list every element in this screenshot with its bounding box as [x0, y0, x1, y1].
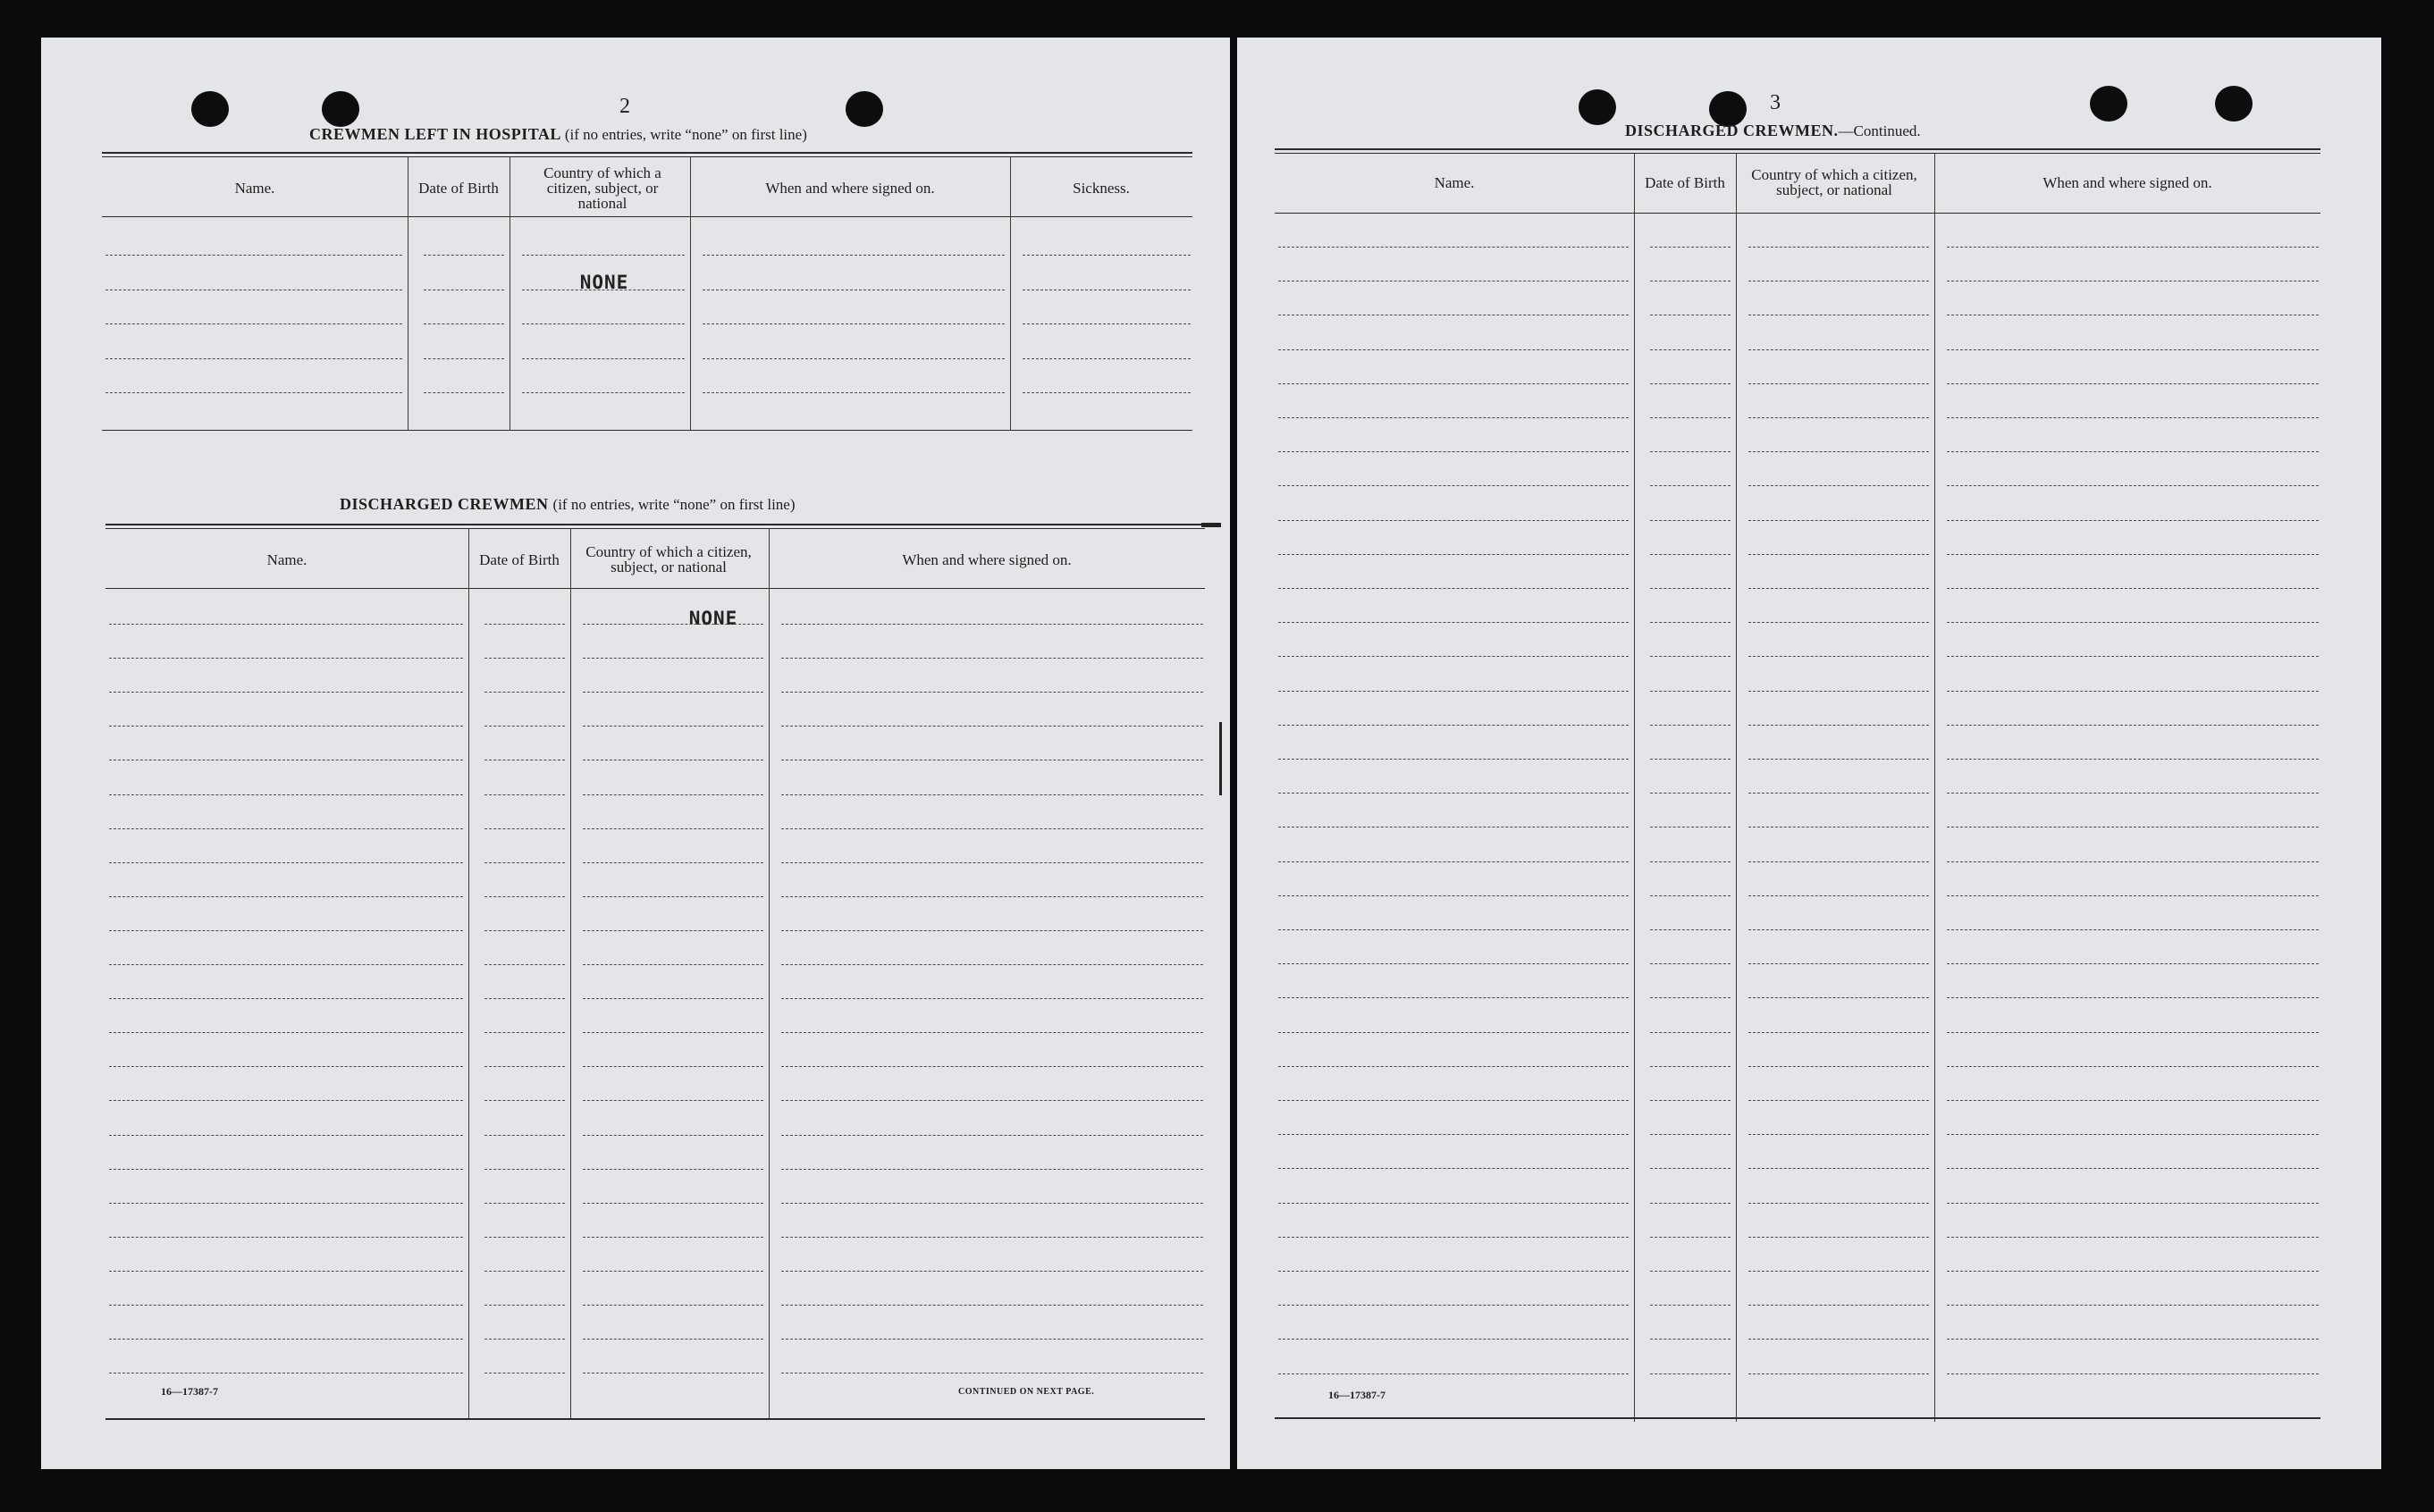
entry-line	[703, 323, 1005, 324]
entry-line	[1278, 588, 1629, 589]
entry-line	[583, 862, 763, 863]
entry-line	[1278, 451, 1629, 452]
entry-line	[1023, 358, 1191, 359]
entry-line	[583, 930, 763, 931]
entry-line	[1278, 1373, 1629, 1374]
entry-line	[1278, 349, 1629, 350]
entry-line	[1650, 725, 1731, 726]
entry-line	[1748, 451, 1929, 452]
entry-line	[484, 658, 565, 659]
entry-line	[781, 692, 1203, 693]
entry-line	[1947, 725, 2319, 726]
entry-line	[109, 1032, 463, 1033]
entry-line	[1748, 929, 1929, 930]
col-name-header: Name.	[266, 550, 307, 568]
entry-line	[1748, 554, 1929, 555]
entry-line	[484, 1135, 565, 1136]
punch-hole	[2090, 86, 2127, 122]
entry-line	[1278, 793, 1629, 794]
entry-line	[703, 392, 1005, 393]
right-section-subtitle: —Continued.	[1838, 122, 1921, 139]
entry-line	[583, 1305, 763, 1306]
entry-line	[1278, 417, 1629, 418]
entry-line	[1278, 247, 1629, 248]
entry-line	[1650, 1339, 1731, 1340]
entry-line	[109, 1203, 463, 1204]
entry-line	[109, 998, 463, 999]
entry-line	[1947, 929, 2319, 930]
punch-hole	[2215, 86, 2253, 122]
entry-line	[583, 726, 763, 727]
form-number: 16—17387-7	[161, 1385, 218, 1398]
entry-line	[1748, 725, 1929, 726]
entry-line	[1947, 1203, 2319, 1204]
entry-line	[109, 624, 463, 625]
entry-line	[109, 1066, 463, 1067]
entry-line	[522, 323, 685, 324]
entry-line	[484, 862, 565, 863]
hospital-table	[102, 152, 1192, 474]
entry-line	[1278, 997, 1629, 998]
entry-line	[1650, 1134, 1731, 1135]
entry-line	[583, 658, 763, 659]
col-name-header: Name.	[1434, 173, 1475, 191]
entry-line	[1947, 793, 2319, 794]
entry-line	[1278, 520, 1629, 521]
entry-line	[109, 794, 463, 795]
entry-line	[583, 964, 763, 965]
entry-line	[781, 1032, 1203, 1033]
entry-line	[1748, 417, 1929, 418]
entry-line	[1023, 255, 1191, 256]
entry-line	[1748, 656, 1929, 657]
entry-line	[1278, 1066, 1629, 1067]
entry-line	[583, 1271, 763, 1272]
entry-line	[1947, 1305, 2319, 1306]
punch-hole	[1579, 89, 1616, 125]
col-country-header: Country of which a citizen, subject, or national	[585, 543, 752, 575]
entry-line	[1748, 1168, 1929, 1169]
entry-line	[781, 794, 1203, 795]
col-signed-on-header: When and where signed on.	[765, 179, 935, 197]
continued-note: CONTINUED ON NEXT PAGE.	[958, 1387, 1095, 1397]
entry-line	[424, 358, 504, 359]
entry-line	[1278, 929, 1629, 930]
entry-line	[1650, 1203, 1731, 1204]
entry-line	[1650, 963, 1731, 964]
entry-line	[1748, 793, 1929, 794]
entry-line	[583, 1066, 763, 1067]
col-signed-on-header: When and where signed on.	[902, 550, 1072, 568]
entry-line	[1748, 622, 1929, 623]
entry-line	[109, 1237, 463, 1238]
entry-line	[583, 1169, 763, 1170]
form-number: 16—17387-7	[1328, 1389, 1385, 1401]
entry-line	[484, 930, 565, 931]
entry-line	[1278, 1339, 1629, 1340]
entry-line	[1278, 1271, 1629, 1272]
entry-line	[1748, 520, 1929, 521]
entry-line	[1650, 861, 1731, 862]
entry-line	[1748, 997, 1929, 998]
table-top-rule	[102, 152, 1192, 154]
entry-line	[1947, 1271, 2319, 1272]
entry-line	[781, 1339, 1203, 1340]
entry-line	[1748, 1305, 1929, 1306]
entry-line	[1650, 247, 1731, 248]
entry-line	[1278, 1100, 1629, 1101]
entry-line	[484, 828, 565, 829]
entry-line	[781, 1271, 1203, 1272]
entry-line	[781, 1169, 1203, 1170]
entry-line	[484, 624, 565, 625]
entry-line	[1748, 247, 1929, 248]
entry-line	[1947, 485, 2319, 486]
entry-line	[1947, 1134, 2319, 1135]
discharged-table	[105, 524, 1205, 1426]
entry-line	[1947, 895, 2319, 896]
entry-line	[1650, 759, 1731, 760]
entry-line	[1748, 349, 1929, 350]
entry-line	[583, 692, 763, 693]
punch-hole	[846, 91, 883, 127]
entry-line	[1650, 895, 1731, 896]
entry-line	[1748, 1032, 1929, 1033]
entry-line	[1278, 1032, 1629, 1033]
entry-line	[1748, 1237, 1929, 1238]
entry-line	[1947, 1373, 2319, 1374]
entry-line	[583, 896, 763, 897]
entry-line	[1947, 1168, 2319, 1169]
entry-line	[424, 323, 504, 324]
entry-line	[1278, 1203, 1629, 1204]
entry-line	[1650, 1066, 1731, 1067]
entry-line	[1748, 1373, 1929, 1374]
entry-line	[484, 1032, 565, 1033]
entry-line	[583, 1100, 763, 1101]
entry-line	[484, 998, 565, 999]
entry-line	[1748, 1271, 1929, 1272]
left-page	[41, 38, 1230, 1469]
entry-line	[781, 930, 1203, 931]
entry-line	[1278, 861, 1629, 862]
punch-hole	[191, 91, 229, 127]
entry-line	[484, 1169, 565, 1170]
entry-line	[109, 658, 463, 659]
entry-line	[484, 726, 565, 727]
entry-line	[1947, 656, 2319, 657]
entry-line	[781, 1237, 1203, 1238]
entry-line	[1278, 554, 1629, 555]
entry-line	[109, 1271, 463, 1272]
page-number: 2	[619, 95, 630, 118]
entry-line	[583, 794, 763, 795]
entry-line	[1650, 1305, 1731, 1306]
entry-line	[781, 1135, 1203, 1136]
discharged-continued-table	[1275, 148, 2320, 1426]
entry-line	[1278, 1305, 1629, 1306]
entry-line	[1748, 691, 1929, 692]
entry-line	[1748, 1203, 1929, 1204]
col-name-header: Name.	[234, 179, 275, 197]
entry-line	[781, 828, 1203, 829]
entry-line	[1278, 383, 1629, 384]
entry-line	[1650, 656, 1731, 657]
entry-line	[1947, 417, 2319, 418]
entry-line	[1650, 997, 1731, 998]
entry-line	[1278, 895, 1629, 896]
entry-line	[1650, 520, 1731, 521]
entry-line	[1947, 1100, 2319, 1101]
punch-hole	[322, 91, 359, 127]
entry-line	[1947, 1237, 2319, 1238]
entry-line	[1650, 417, 1731, 418]
hospital-entry: NONE	[579, 272, 629, 293]
entry-line	[1947, 247, 2319, 248]
entry-line	[109, 862, 463, 863]
entry-line	[781, 998, 1203, 999]
entry-line	[1650, 485, 1731, 486]
entry-line	[109, 1100, 463, 1101]
scan-mark	[1219, 722, 1222, 795]
entry-line	[109, 1135, 463, 1136]
entry-line	[1650, 1100, 1731, 1101]
table-top-rule	[102, 156, 1192, 157]
entry-line	[1947, 588, 2319, 589]
entry-line	[484, 896, 565, 897]
entry-line	[1278, 656, 1629, 657]
entry-line	[781, 862, 1203, 863]
entry-line	[1947, 759, 2319, 760]
entry-line	[781, 896, 1203, 897]
entry-line	[484, 1305, 565, 1306]
hospital-section-subtitle: (if no entries, write “none” on first line)	[564, 126, 807, 143]
entry-line	[109, 1339, 463, 1340]
col-signed-on-header: When and where signed on.	[2042, 173, 2212, 191]
entry-line	[583, 1237, 763, 1238]
entry-line	[105, 358, 402, 359]
entry-line	[1278, 725, 1629, 726]
col-date-of-birth-header: Date of Birth	[479, 550, 560, 568]
entry-line	[522, 358, 685, 359]
col-country-header: Country of which a citizen, subject, or national	[1751, 166, 1917, 198]
entry-line	[1650, 1032, 1731, 1033]
entry-line	[484, 794, 565, 795]
entry-line	[109, 1169, 463, 1170]
entry-line	[1947, 963, 2319, 964]
entry-line	[1278, 622, 1629, 623]
entry-line	[1650, 1373, 1731, 1374]
entry-line	[1278, 1237, 1629, 1238]
entry-line	[781, 1100, 1203, 1101]
entry-line	[1748, 759, 1929, 760]
entry-line	[1748, 383, 1929, 384]
col-date-of-birth-header: Date of Birth	[1645, 173, 1725, 191]
entry-line	[1947, 349, 2319, 350]
entry-line	[1023, 392, 1191, 393]
entry-line	[1947, 1339, 2319, 1340]
entry-line	[424, 392, 504, 393]
entry-line	[583, 1203, 763, 1204]
entry-line	[1748, 861, 1929, 862]
entry-line	[1278, 1168, 1629, 1169]
entry-line	[1947, 997, 2319, 998]
entry-line	[1947, 861, 2319, 862]
entry-line	[1278, 963, 1629, 964]
entry-line	[484, 964, 565, 965]
entry-line	[781, 1203, 1203, 1204]
entry-line	[1748, 1100, 1929, 1101]
entry-line	[1748, 1134, 1929, 1135]
discharged-section-title: DISCHARGED CREWMEN (if no entries, write “none” on first line)	[340, 495, 796, 513]
right-page	[1237, 38, 2381, 1469]
entry-line	[781, 624, 1203, 625]
entry-line	[484, 692, 565, 693]
entry-line	[1650, 588, 1731, 589]
entry-line	[109, 964, 463, 965]
entry-line	[1278, 759, 1629, 760]
entry-line	[1650, 1271, 1731, 1272]
entry-line	[105, 323, 402, 324]
entry-line	[781, 964, 1203, 965]
entry-line	[583, 828, 763, 829]
entry-line	[1650, 929, 1731, 930]
entry-line	[109, 726, 463, 727]
scan-mark	[1201, 523, 1221, 527]
entry-line	[1748, 963, 1929, 964]
entry-line	[1748, 588, 1929, 589]
entry-line	[484, 1237, 565, 1238]
entry-line	[1650, 451, 1731, 452]
entry-line	[1748, 1066, 1929, 1067]
entry-line	[583, 624, 763, 625]
entry-line	[1947, 691, 2319, 692]
entry-line	[484, 1339, 565, 1340]
entry-line	[781, 1066, 1203, 1067]
entry-line	[484, 1271, 565, 1272]
right-section-title: DISCHARGED CREWMEN.—Continued.	[1625, 122, 1921, 139]
entry-line	[1748, 485, 1929, 486]
col-sickness-header: Sickness.	[1073, 179, 1130, 197]
col-country-header: Country of which a citizen, subject, or national	[543, 164, 661, 212]
entry-line	[1947, 1032, 2319, 1033]
discharged-section-subtitle: (if no entries, write “none” on first line)	[552, 496, 796, 513]
entry-line	[522, 392, 685, 393]
entry-line	[109, 828, 463, 829]
hospital-section-title: CREWMEN LEFT IN HOSPITAL (if no entries, write “none” on first line)	[309, 125, 807, 143]
entry-line	[1650, 691, 1731, 692]
entry-line	[1650, 383, 1731, 384]
page-number: 3	[1770, 91, 1781, 114]
entry-line	[583, 1032, 763, 1033]
entry-line	[105, 255, 402, 256]
entry-line	[484, 1100, 565, 1101]
entry-line	[1947, 451, 2319, 452]
discharged-entry: NONE	[688, 608, 738, 629]
entry-line	[1650, 622, 1731, 623]
entry-line	[781, 1305, 1203, 1306]
entry-line	[1748, 895, 1929, 896]
entry-line	[484, 1203, 565, 1204]
entry-line	[1278, 485, 1629, 486]
entry-line	[781, 658, 1203, 659]
entry-line	[1650, 349, 1731, 350]
entry-line	[583, 998, 763, 999]
entry-line	[1023, 323, 1191, 324]
entry-line	[1947, 383, 2319, 384]
entry-line	[583, 1339, 763, 1340]
entry-line	[1947, 520, 2319, 521]
entry-line	[1947, 1066, 2319, 1067]
entry-line	[1650, 554, 1731, 555]
entry-line	[1947, 554, 2319, 555]
entry-line	[1748, 1339, 1929, 1340]
entry-line	[109, 692, 463, 693]
entry-line	[109, 896, 463, 897]
col-date-of-birth-header: Date of Birth	[418, 179, 499, 197]
entry-line	[703, 255, 1005, 256]
table-bottom-rule	[102, 430, 1192, 431]
entry-line	[1947, 622, 2319, 623]
entry-line	[703, 358, 1005, 359]
entry-line	[105, 392, 402, 393]
entry-line	[583, 1135, 763, 1136]
entry-line	[1278, 1134, 1629, 1135]
entry-line	[109, 1305, 463, 1306]
entry-line	[1650, 1237, 1731, 1238]
entry-line	[424, 255, 504, 256]
entry-line	[781, 726, 1203, 727]
entry-line	[109, 930, 463, 931]
entry-line	[484, 1066, 565, 1067]
entry-line	[1650, 1168, 1731, 1169]
entry-line	[1650, 793, 1731, 794]
header-bottom-rule	[102, 216, 1192, 217]
entry-line	[1278, 691, 1629, 692]
entry-line	[522, 255, 685, 256]
